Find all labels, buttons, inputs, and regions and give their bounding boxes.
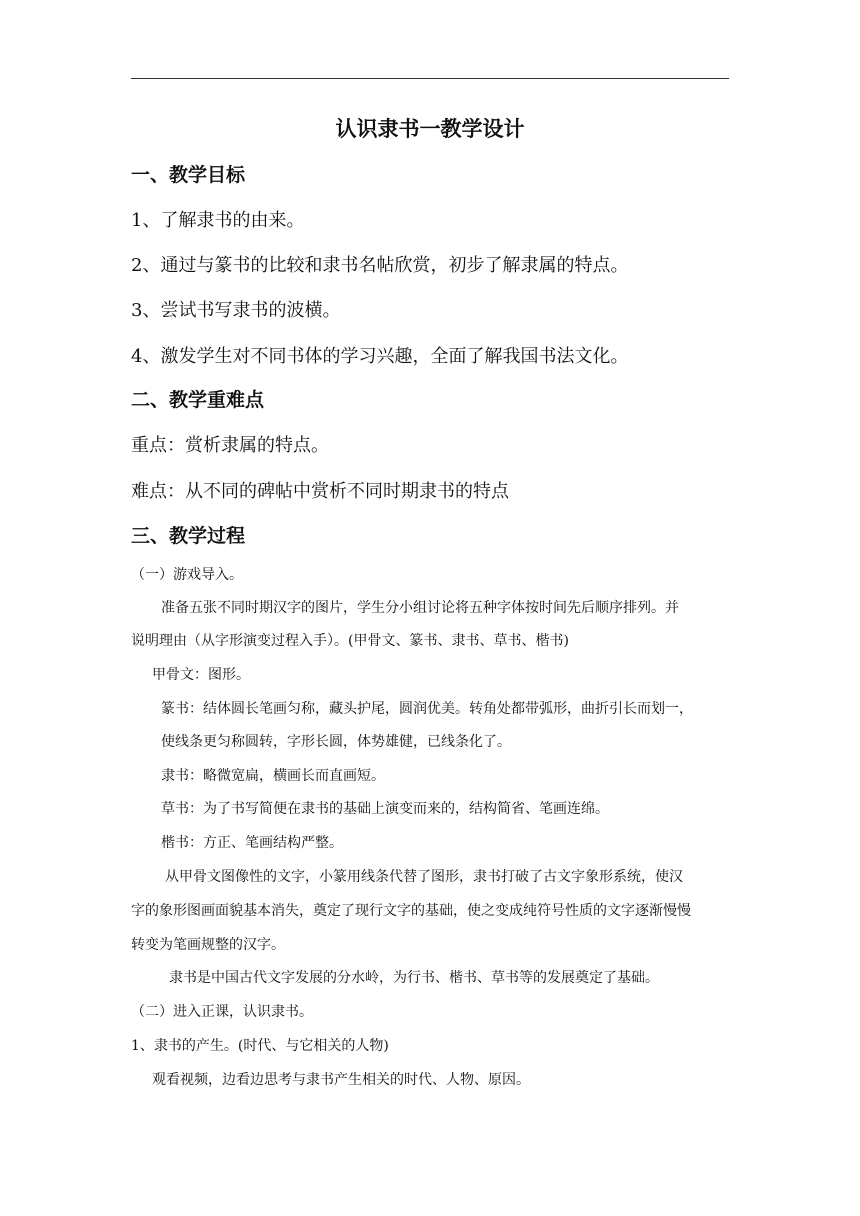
script-seal-line2: 使线条更匀称圆转，字形长圆，体势雄健，已线条化了。 (161, 734, 511, 750)
keypoint-difficulty: 难点：从不同的碑帖中赏析不同时期隶书的特点 (131, 481, 509, 502)
script-clerical: 隶书：略微宽扁，横画长而直画短。 (161, 768, 385, 784)
summary-line3: 转变为笔画规整的汉字。 (131, 937, 285, 953)
section-heading-goals: 一、教学目标 (131, 164, 246, 186)
goal-item-4: 4、激发学生对不同书体的学习兴趣，全面了解我国书法文化。 (131, 346, 629, 367)
section-heading-process: 三、教学过程 (131, 525, 246, 547)
intro-paragraph-line1: 准备五张不同时期汉字的图片，学生分小组讨论将五种字体按时间先后顺序排列。并 (161, 600, 679, 616)
script-seal-line1: 篆书：结体圆长笔画匀称，藏头护尾，圆润优美。转角处都带弧形，曲折引长而划一， (161, 701, 693, 717)
goal-item-3: 3、尝试书写隶书的波横。 (131, 300, 341, 321)
part2-item1-detail: 观看视频，边看边思考与隶书产生相关的时代、人物、原因。 (152, 1072, 530, 1088)
goal-item-1: 1、了解隶书的由来。 (131, 210, 305, 231)
script-regular: 楷书：方正、笔画结构严整。 (161, 835, 343, 851)
part2-item1: 1、隶书的产生。(时代、与它相关的人物) (131, 1038, 389, 1054)
process-part2-heading: （二）进入正课，认识隶书。 (131, 1004, 313, 1020)
conclusion-line: 隶书是中国古代文字发展的分水岭，为行书、楷书、草书等的发展奠定了基础。 (169, 970, 659, 986)
goal-item-2: 2、通过与篆书的比较和隶书名帖欣赏，初步了解隶属的特点。 (131, 255, 629, 276)
script-oracle-bone: 甲骨文：图形。 (152, 667, 250, 683)
section-heading-keypoints: 二、教学重难点 (131, 389, 265, 411)
summary-line1: 从甲骨文图像性的文字，小篆用线条代替了图形，隶书打破了古文字象形系统，使汉 (165, 869, 683, 885)
intro-paragraph-line2: 说明理由（从字形演变过程入手）。(甲骨文、篆书、隶书、草书、楷书) (131, 633, 569, 649)
document-title: 认识隶书一教学设计 (335, 117, 525, 141)
summary-line2: 字的象形图画面貌基本消失，奠定了现行文字的基础，使之变成纯符号性质的文字逐渐慢慢 (131, 903, 691, 919)
process-part1-heading: （一）游戏导入。 (131, 567, 243, 583)
keypoint-focus: 重点：赏析隶属的特点。 (131, 435, 329, 456)
script-cursive: 草书：为了书写简便在隶书的基础上演变而来的，结构简省、笔画连绵。 (161, 801, 609, 817)
header-rule (131, 78, 729, 79)
